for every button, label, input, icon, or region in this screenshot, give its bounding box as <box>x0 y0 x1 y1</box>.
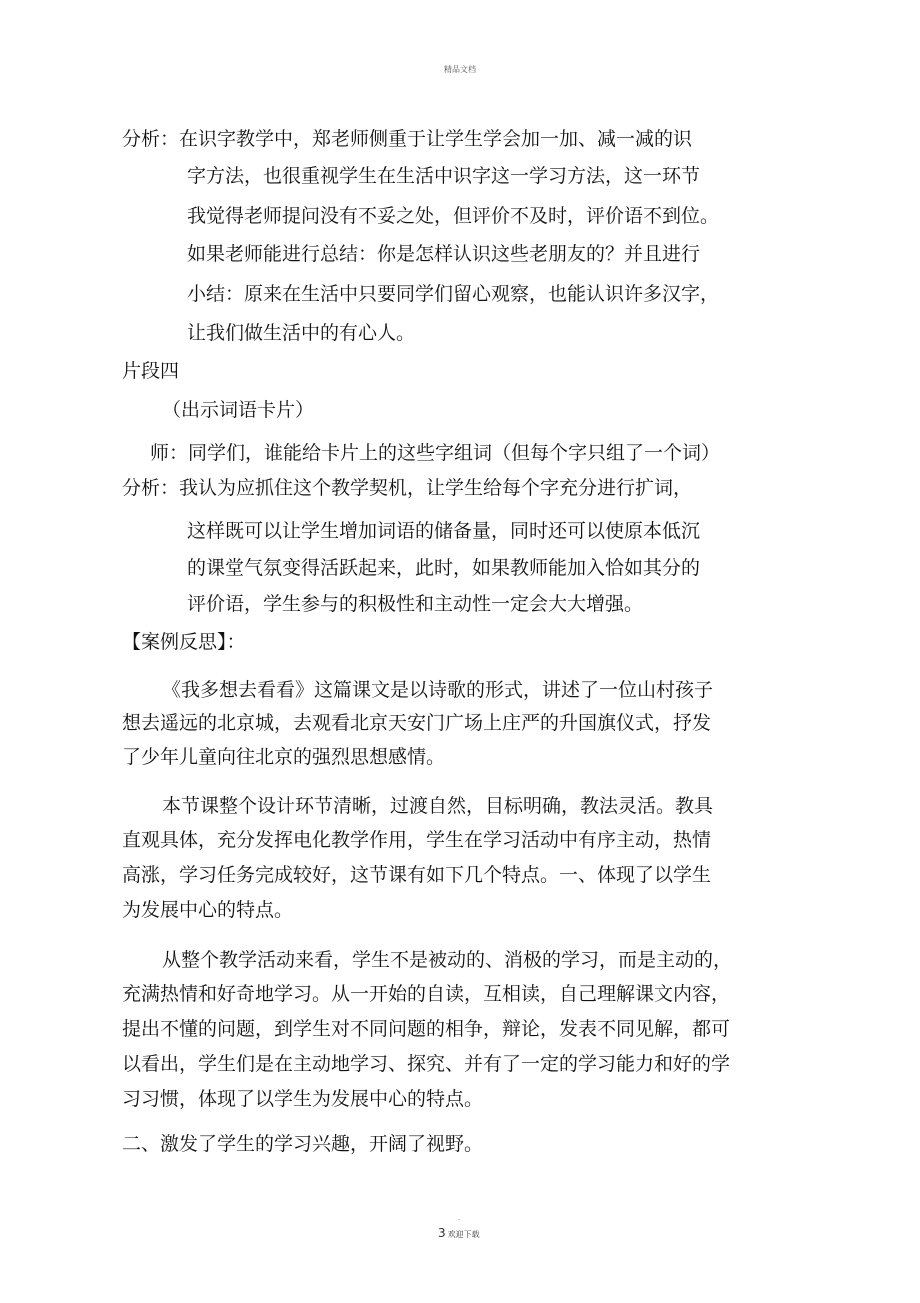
text-line: 想去遥远的北京城，去观看北京天安门广场上庄严的升国旗仪式，抒发 <box>122 712 712 734</box>
page-footer <box>438 1222 480 1241</box>
footer-text: 欢迎下载 <box>447 1230 480 1239</box>
text-line: 高涨，学习任务完成较好，这节课有如下几个特点。一、体现了以学生 <box>122 864 712 886</box>
text-line: 本节课整个设计环节清晰，过渡自然，目标明确，教法灵活。教具 <box>162 795 714 817</box>
page-header: 精品文档 <box>444 65 476 74</box>
text-line: 小结：原来在生活中只要同学们留心观察，也能认识许多汉字， <box>187 283 720 305</box>
text-line: 【案例反思】： <box>122 631 246 653</box>
text-line: 分析：我认为应抓住这个教学契机，让学生给每个字充分进行扩词， <box>122 477 693 499</box>
text-line: 为发展中心的特点。 <box>122 899 294 921</box>
text-line: 分析：在识字教学中，郑老师侧重于让学生学会加一加、减一减的识 <box>122 128 693 150</box>
text-line: 师：同学们，谁能给卡片上的这些字组词（但每个字只组了一个词） <box>150 442 721 464</box>
text-line: 这样既可以让学生增加词语的储备量，同时还可以使原本低沉 <box>187 520 701 542</box>
text-line: 了少年儿童向往北京的强烈思想感情。 <box>122 746 446 768</box>
text-line: 提出不懂的问题，到学生对不同问题的相争，辩论，发表不同见解，都可 <box>122 1018 731 1040</box>
text-line: 的课堂气氛变得活跃起来，此时，如果教师能加入恰如其分的 <box>187 557 701 579</box>
text-line: 片段四 <box>122 360 180 382</box>
text-line: 以看出，学生们是在主动地学习、探究、并有了一定的学习能力和好的学 <box>122 1053 731 1075</box>
page-number: 3 <box>438 1226 446 1240</box>
text-line: 让我们做生活中的有心人。 <box>187 322 416 344</box>
text-line: 评价语，学生参与的积极性和主动性一定会大大增强。 <box>187 593 644 615</box>
text-line: 从整个教学活动来看，学生不是被动的、消极的学习，而是主动的， <box>162 949 733 971</box>
text-line: 我觉得老师提问没有不妥之处，但评价不及时，评价语不到位。 <box>187 205 720 227</box>
text-line: 习习惯，体现了以学生为发展中心的特点。 <box>122 1088 484 1110</box>
text-line: 充满热情和好奇地学习。从一开始的自读，互相读，自己理解课文内容， <box>122 983 731 1005</box>
text-line: 二、激发了学生的学习兴趣，开阔了视野。 <box>122 1133 484 1155</box>
text-line: （出示词语卡片） <box>162 399 315 421</box>
text-line: 字方法，也很重视学生在生活中识字这一学习方法，这一环节 <box>187 165 701 187</box>
text-line: 直观具体，充分发挥电化教学作用，学生在学习活动中有序主动，热情 <box>122 829 712 851</box>
text-line: 《我多想去看看》这篇课文是以诗歌的形式，讲述了一位山村孩子 <box>162 679 714 701</box>
footer-dot: . <box>458 1214 461 1222</box>
text-line: 如果老师能进行总结：你是怎样认识这些老朋友的？并且进行 <box>187 243 701 265</box>
